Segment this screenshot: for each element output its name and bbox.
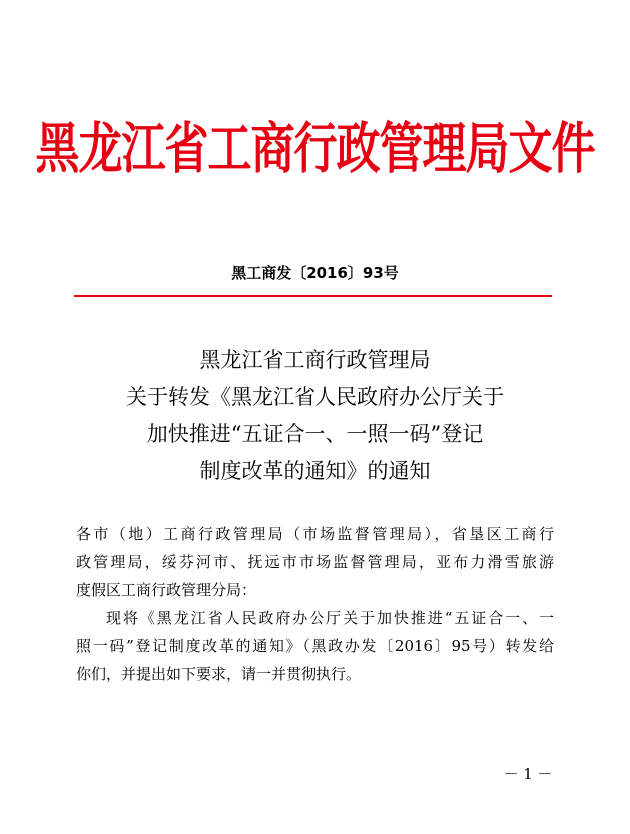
red-divider-line: [74, 295, 552, 297]
title-line-2: 关于转发《黑龙江省人民政府办公厅关于: [126, 385, 504, 409]
addressee-line-2: 政管理局，绥芬河市、抚远市市场监督管理局，亚布力滑雪旅游: [76, 553, 554, 571]
title-line-1: 黑龙江省工商行政管理局: [199, 348, 431, 372]
title-line-4: 制度改革的通知》的通知: [199, 459, 431, 483]
page-number: － 1 －: [503, 765, 553, 783]
document-title: [0, 342, 630, 490]
document-number: 黑工商发〔2016〕93号: [231, 264, 399, 282]
paragraph-line-3: 你们，并提出如下要求，请一并贯彻执行。: [76, 665, 362, 683]
title-line-3: 加快推进“五证合一、一照一码”登记: [146, 422, 484, 446]
masthead-title: 黑龙江省工商行政管理局文件: [35, 117, 595, 182]
paragraph-line-2: 照一码”登记制度改革的通知》（黑政办发〔2016〕95号）转发给: [76, 637, 554, 655]
addressee-line-1: 各市（地）工商行政管理局（市场监督管理局），省垦区工商行: [76, 525, 554, 543]
document-body: [76, 520, 554, 688]
paragraph-line-1: 现将《黑龙江省人民政府办公厅关于加快推进“五证合一、一: [106, 609, 554, 627]
addressee-line-3: 度假区工商行政管理分局：: [76, 581, 257, 599]
